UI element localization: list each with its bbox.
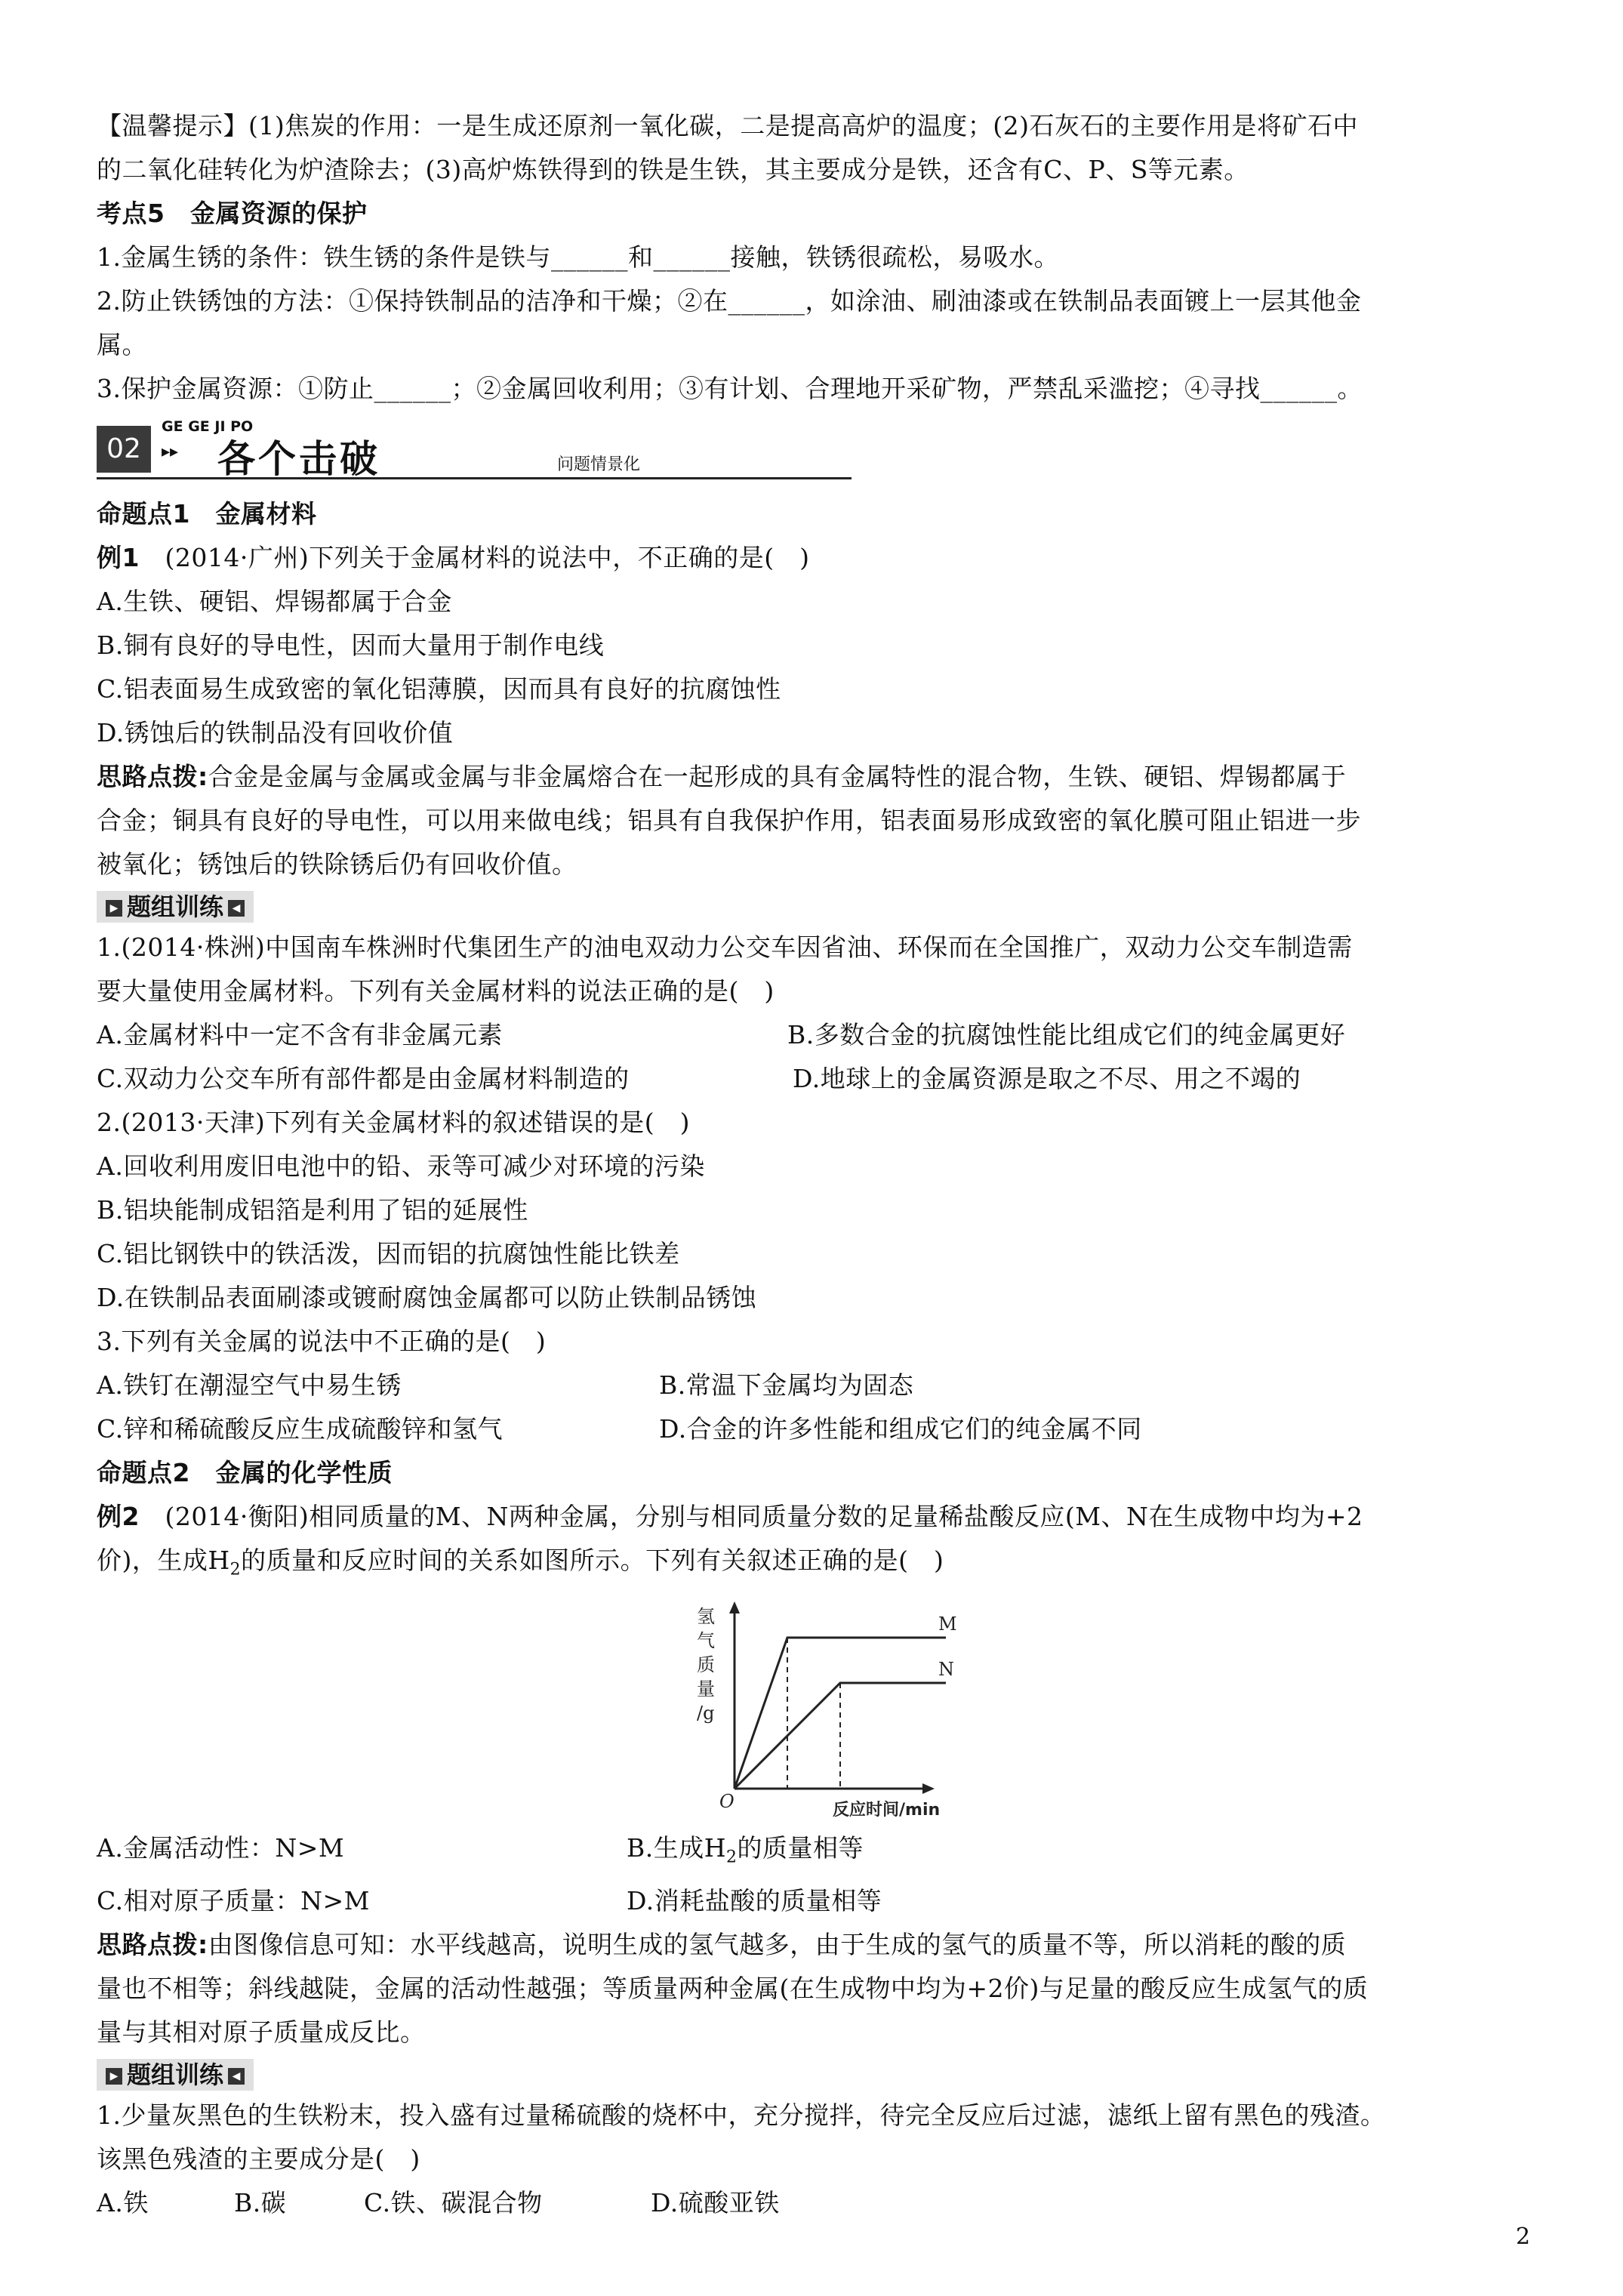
- option: D.在铁制品表面刷漆或镀耐腐蚀金属都可以防止铁制品锈蚀: [97, 1283, 757, 1312]
- option: A.生铁、硬铝、焊锡都属于合金: [97, 587, 452, 616]
- hint-text: 由图像信息可知：水平线越高，说明生成的氢气越多，由于生成的氢气的质量不等，所以消耗的酸的质: [208, 1930, 1347, 1960]
- series-label-M: M: [938, 1613, 957, 1635]
- hint-line: [97, 1923, 1554, 1967]
- practice-tag: [97, 891, 254, 923]
- mt2-title: 命题点2 金属的化学性质: [97, 1458, 393, 1487]
- option: B.铜有良好的导电性，因而大量用于制作电线: [97, 630, 605, 660]
- kaodian5-line: 2.防止铁锈蚀的方法：①保持铁制品的洁净和干燥；②在______，如涂油、刷油漆或在铁制品表面镀上一层其他金: [97, 286, 1362, 316]
- kaodian5-line: 属。: [97, 330, 147, 359]
- practice-tag: [97, 2059, 254, 2091]
- option: A.铁: [97, 2188, 149, 2218]
- option: C.铝比钢铁中的铁活泼，因而铝的抗腐蚀性能比铁差: [97, 1239, 680, 1268]
- example-text: (2014·广州)下列关于金属材料的说法中，不正确的是( ): [139, 543, 810, 572]
- y-axis-label-char: /g: [697, 1702, 715, 1724]
- option-row: [97, 1407, 1554, 1451]
- option: B.多数合金的抗腐蚀性能比组成它们的纯金属更好: [787, 1020, 1346, 1049]
- play-icon: ▶: [106, 900, 122, 917]
- practice-tag-label: 题组训练: [127, 892, 224, 921]
- option-row: [97, 1364, 1554, 1407]
- example-1: [97, 536, 1554, 580]
- option: C.铝表面易生成致密的氧化铝薄膜，因而具有良好的抗腐蚀性: [97, 674, 781, 704]
- y-axis-label-char: 氢: [697, 1605, 715, 1627]
- option: D.地球上的金属资源是取之不尽、用之不竭的: [793, 1064, 1301, 1093]
- option: A.金属材料中一定不含有非金属元素: [97, 1020, 503, 1049]
- hint-label: 思路点拨:: [97, 762, 208, 791]
- option-row: [97, 1057, 1554, 1101]
- x-axis-arrow-icon: [922, 1783, 935, 1794]
- banner-pinyin: GE GE JI PO: [162, 418, 254, 435]
- kaodian5-title: 考点5 金属资源的保护: [97, 199, 368, 228]
- kaodian5-line: 1.金属生锈的条件：铁生锈的条件是铁与______和______接触，铁锈很疏松，易吸水。: [97, 242, 1059, 272]
- example-text: 的质量和反应时间的关系如图所示。下列有关叙述正确的是( ): [241, 1546, 944, 1575]
- kaodian5-line: 3.保护金属资源：①防止______；②金属回收利用；③有计划、合理地开采矿物，严禁乱采滥挖；④寻找______。: [97, 374, 1363, 403]
- banner-title: 各个击破: [217, 437, 380, 481]
- practice-tag-label: 题组训练: [127, 2060, 224, 2090]
- section-banner: [97, 414, 1554, 486]
- play-icon: ▶: [106, 2068, 122, 2085]
- y-axis-label-char: 量: [697, 1678, 715, 1700]
- question-line: 1.少量灰黑色的生铁粉末，投入盛有过量稀硫酸的烧杯中，充分搅拌，待完全反应后过滤，滤纸上留有黑色的残渣。: [97, 2100, 1386, 2131]
- example-2: [97, 1495, 1554, 1539]
- option: D.锈蚀后的铁制品没有回收价值: [97, 718, 454, 747]
- example-text: 价)，生成H: [97, 1546, 230, 1575]
- hint-line: [97, 755, 1554, 799]
- hint-line: 量与其相对原子质量成反比。: [97, 2017, 426, 2048]
- option-row: [97, 1013, 1554, 1057]
- hint-text: 合金是金属与金属或金属与非金属熔合在一起形成的具有金属特性的混合物，生铁、硬铝、焊锡都属于: [208, 762, 1347, 791]
- origin-label: O: [719, 1790, 735, 1812]
- banner-number: 02: [97, 426, 151, 473]
- question-line: 3.下列有关金属的说法中不正确的是( ): [97, 1327, 547, 1356]
- example-label: 例2: [97, 1502, 140, 1531]
- hint-line: 合金；铜具有良好的导电性，可以用来做电线；铝具有自我保护作用，铝表面易形成致密的氧化膜可阻止铝进一步: [97, 806, 1361, 835]
- y-axis-label-char: 质: [697, 1653, 715, 1675]
- example-2-line2: [97, 1539, 1554, 1592]
- option: A.铁钉在潮湿空气中易生锈: [97, 1370, 402, 1400]
- back-icon: ◀: [228, 900, 245, 917]
- option: B.常温下金属均为固态: [659, 1370, 914, 1400]
- tip-line-2: 的二氧化硅转化为炉渣除去；(3)高炉炼铁得到的铁是生铁，其主要成分是铁，还含有C、P、S等元素。: [97, 155, 1249, 184]
- banner-subtitle: 问题情景化: [557, 455, 641, 474]
- banner-rule: [97, 477, 852, 479]
- mt1-title: 命题点1 金属材料: [97, 499, 317, 529]
- question-line: 2.(2013·天津)下列有关金属材料的叙述错误的是( ): [97, 1108, 690, 1137]
- subscript: 2: [726, 1848, 738, 1867]
- option: C.铁、碳混合物: [364, 2188, 543, 2218]
- subscript: 2: [229, 1560, 242, 1579]
- option-row: [97, 2181, 1554, 2225]
- option: B.碳: [234, 2188, 287, 2218]
- option: [627, 1826, 864, 1880]
- option: D.合金的许多性能和组成它们的纯金属不同: [659, 1414, 1142, 1444]
- option: B.铝块能制成铝箔是利用了铝的延展性: [97, 1195, 528, 1225]
- option-text: B.生成H: [627, 1832, 727, 1863]
- example-text: (2014·衡阳)相同质量的M、N两种金属，分别与相同质量分数的足量稀盐酸反应(M、N在生成物中均为+2: [139, 1502, 1363, 1531]
- question-line: 1.(2014·株洲)中国南车株洲时代集团生产的油电双动力公交车因省油、环保而在全国推广，双动力公交车制造需: [97, 932, 1353, 962]
- y-axis-arrow-icon: [729, 1601, 740, 1613]
- hint-line: 量也不相等；斜线越陡，金属的活动性越强；等质量两种金属(在生成物中均为+2价)与足量的酸反应生成氢气的质: [97, 1974, 1369, 2004]
- y-axis-label-char: 气: [697, 1629, 715, 1651]
- question-line: 要大量使用金属材料。下列有关金属材料的说法正确的是( ): [97, 976, 775, 1006]
- option: C.锌和稀硫酸反应生成硫酸锌和氢气: [97, 1414, 504, 1444]
- option: A.金属活动性：N>M: [97, 1832, 345, 1863]
- tip-line-1: 【温馨提示】(1)焦炭的作用：一是生成还原剂一氧化碳，二是提高高炉的温度；(2)石灰石的主要作用是将矿石中: [97, 111, 1358, 140]
- page-content: [97, 104, 1554, 2225]
- page-number: 2: [1516, 2224, 1531, 2250]
- option-text: 的质量相等: [737, 1832, 864, 1863]
- option: D.硫酸亚铁: [651, 2188, 780, 2218]
- x-axis-label: 反应时间/min: [833, 1800, 941, 1819]
- reaction-graph: [682, 1600, 1044, 1819]
- question-line: 该黑色残渣的主要成分是( ): [97, 2144, 420, 2174]
- option: C.双动力公交车所有部件都是由金属材料制造的: [97, 1064, 630, 1093]
- option-row: [97, 1826, 1554, 1880]
- hint-line: 被氧化；锈蚀后的铁除锈后仍有回收价值。: [97, 849, 577, 879]
- back-icon: ◀: [228, 2068, 245, 2085]
- option-row: [97, 1879, 1554, 1923]
- option: A.回收利用废旧电池中的铅、汞等可减少对环境的污染: [97, 1151, 705, 1181]
- double-arrow-icon: ▸▸: [162, 442, 179, 461]
- option: C.相对原子质量：N>M: [97, 1886, 370, 1916]
- series-label-N: N: [938, 1658, 954, 1680]
- example-label: 例1: [97, 543, 140, 572]
- hint-label: 思路点拨:: [97, 1930, 208, 1960]
- option: D.消耗盐酸的质量相等: [627, 1886, 882, 1916]
